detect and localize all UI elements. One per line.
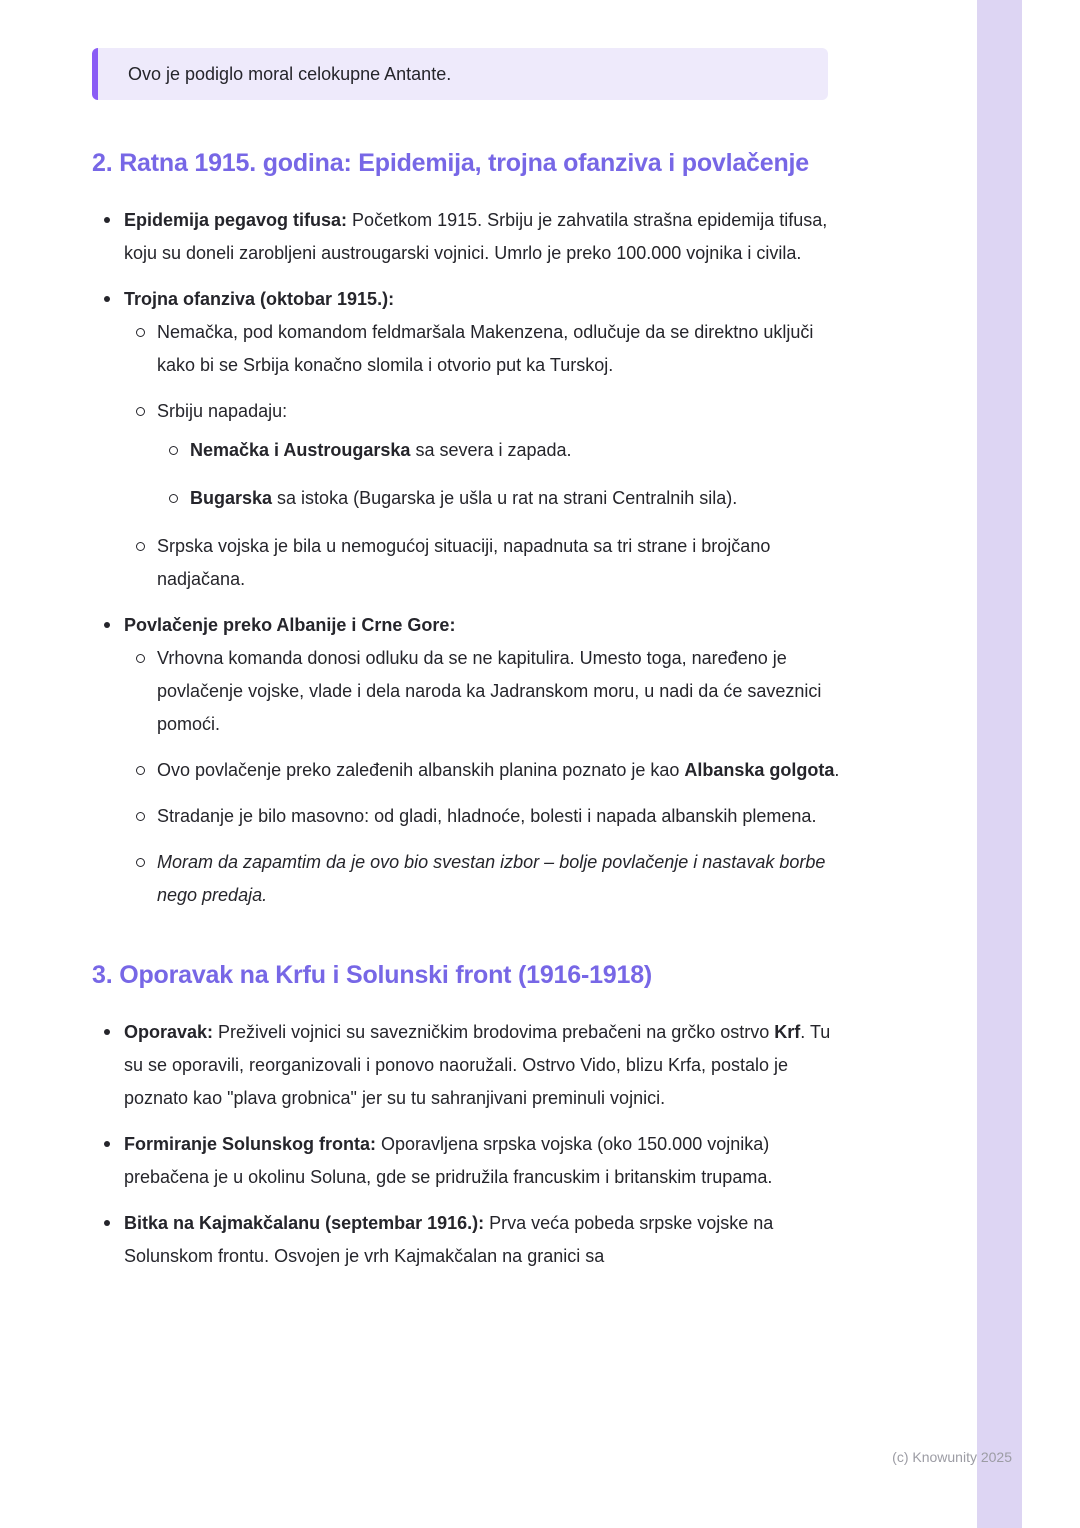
list-item-text <box>157 642 844 741</box>
list-item <box>124 1128 844 1194</box>
text-segment: sa severa i zapada. <box>410 440 572 460</box>
list-item <box>124 283 844 596</box>
text-segment: Povlačenje preko Albanije i Crne Gore: <box>124 615 456 635</box>
list-item-text <box>157 846 844 912</box>
sub-list <box>124 642 844 912</box>
text-segment: Nemačka i Austrougarska <box>190 440 411 460</box>
list-item <box>124 204 844 270</box>
text-segment: Srbiju napadaju: <box>157 401 288 421</box>
section-2-list <box>92 204 844 912</box>
list-item <box>157 395 844 515</box>
list-item-text <box>157 395 844 428</box>
section-3-heading: 3. Oporavak na Krfu i Solunski front (1916-1918) <box>92 961 653 989</box>
text-segment: Albanska golgota <box>684 760 835 780</box>
section-2-heading: 2. Ratna 1915. godina: Epidemija, trojna ofanziva i povlačenje <box>92 149 809 177</box>
section-3-list <box>92 1016 844 1273</box>
note-content <box>92 48 844 1273</box>
text-segment: Bugarska <box>190 488 273 508</box>
list-item-text <box>157 754 844 787</box>
list-item <box>190 434 844 467</box>
list-item-text <box>124 204 844 270</box>
list-item <box>157 530 844 596</box>
list-item-text <box>157 316 844 382</box>
text-segment: . Tu su se oporavili, reorganizovali i ponovo naoružali. Ostrvo Vido, blizu Krfa, postalo je poznato kao "plava grobnica" jer su tu sahranjivani preminuli vojnici. <box>124 1022 831 1108</box>
text-segment: Krf <box>774 1022 801 1042</box>
text-segment: Trojna ofanziva (oktobar 1915.): <box>124 289 395 309</box>
sub-sub-list <box>157 434 844 515</box>
list-item <box>157 754 844 787</box>
list-item-text <box>157 800 844 833</box>
text-segment: Vrhovna komanda donosi odluku da se ne kapitulira. Umesto toga, naređeno je povlačenje vojske, vlade i dela naroda ka Jadranskom moru, u nadi da će saveznici pomoći. <box>157 648 822 734</box>
list-item-text <box>124 283 844 316</box>
list-item-text <box>124 609 844 642</box>
list-item <box>124 1016 844 1115</box>
list-item <box>157 642 844 741</box>
list-item <box>157 316 844 382</box>
text-segment: sa istoka (Bugarska je ušla u rat na strani Centralnih sila). <box>272 488 738 508</box>
list-item <box>157 800 844 833</box>
list-item-text <box>124 1207 844 1273</box>
list-item <box>157 846 844 912</box>
text-segment: Prva veća pobeda srpske vojske na Solunskom frontu. Osvojen je vrh Kajmakčalan na granici sa <box>124 1213 774 1266</box>
text-segment: . <box>834 760 840 780</box>
side-decoration-band <box>977 0 1022 1528</box>
text-segment: Bitka na Kajmakčalanu (septembar 1916.): <box>124 1213 485 1233</box>
callout-quote <box>92 48 828 100</box>
text-segment: Formiranje Solunskog fronta: <box>124 1134 377 1154</box>
text-segment: Preživeli vojnici su savezničkim brodovima prebačeni na grčko ostrvo <box>213 1022 775 1042</box>
text-segment: Epidemija pegavog tifusa: <box>124 210 348 230</box>
list-item <box>124 1207 844 1273</box>
text-segment: Oporavljena srpska vojska (oko 150.000 vojnika) prebačena je u okolinu Soluna, gde se pridružila francuskim i britanskim trupama. <box>124 1134 773 1187</box>
callout-text: Ovo je podiglo moral celokupne Antante. <box>128 64 452 84</box>
list-item-text <box>124 1016 844 1115</box>
text-segment: Nemačka, pod komandom feldmaršala Makenzena, odlučuje da se direktno uključi kako bi se Srbija konačno slomila i otvorio put ka Turskoj. <box>157 322 814 375</box>
text-segment: Srpska vojska je bila u nemogućoj situaciji, napadnuta sa tri strane i brojčano nadjačana. <box>157 536 771 589</box>
text-segment: Početkom 1915. Srbiju je zahvatila strašna epidemija tifusa, koju su doneli zarobljeni austrougarski vojnici. Umrlo je preko 100.000 vojnika i civila. <box>124 210 828 263</box>
list-item-text <box>124 1128 844 1194</box>
text-segment: Oporavak: <box>124 1022 214 1042</box>
list-item <box>124 609 844 912</box>
list-item-text <box>157 530 844 596</box>
list-item <box>190 482 844 515</box>
sub-list <box>124 316 844 596</box>
text-segment: Stradanje je bilo masovno: od gladi, hladnoće, bolesti i napada albanskih plemena. <box>157 806 817 826</box>
text-segment: Moram da zapamtim da je ovo bio svestan izbor – bolje povlačenje i nastavak borbe nego predaja. <box>157 852 826 905</box>
copyright-footer: (c) Knowunity 2025 <box>892 1449 1012 1465</box>
list-item-text <box>190 434 844 467</box>
text-segment: Ovo povlačenje preko zaleđenih albanskih planina poznato je kao <box>157 760 685 780</box>
list-item-text <box>190 482 844 515</box>
